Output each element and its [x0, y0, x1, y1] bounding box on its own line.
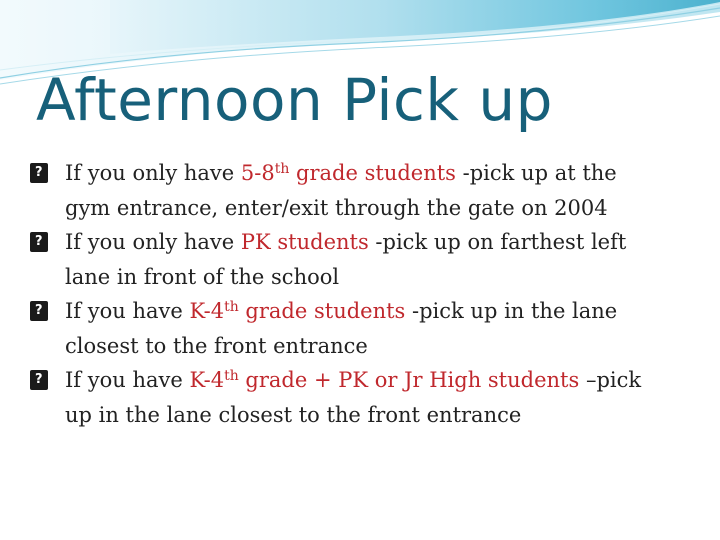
bullet-rest-text: -pick up at the — [455, 161, 617, 185]
highlight-text: K-4th grade students — [189, 299, 406, 323]
bullet-list — [30, 156, 690, 432]
bullet-item — [30, 156, 690, 225]
slide-title: Afternoon Pick up — [36, 66, 553, 134]
unknown-glyph-icon: ? — [30, 370, 48, 390]
bullet-continuation-text: up in the lane closest to the front entrance — [65, 402, 522, 427]
unknown-glyph-icon: ? — [30, 301, 48, 321]
bullet-lead-text: If you only have — [65, 230, 241, 254]
bullet-rest-text: -pick up in the lane — [405, 299, 618, 323]
bullet-rest-text: –pick — [579, 368, 642, 392]
bullet-lead-text: If you have — [65, 368, 190, 392]
bullet-item — [30, 225, 690, 294]
bullet-lead-text: If you only have — [65, 161, 241, 185]
bullet-lead-text: If you have — [65, 299, 190, 323]
unknown-glyph-icon: ? — [30, 163, 48, 183]
highlight-text: K-4th grade + PK or Jr High students — [189, 368, 580, 392]
bullet-rest-text: -pick up on farthest left — [368, 230, 627, 254]
bullet-continuation-text: lane in front of the school — [65, 264, 340, 289]
bullet-continuation-text: gym entrance, enter/exit through the gate on 2004 — [65, 195, 608, 220]
bullet-continuation-text: closest to the front entrance — [65, 333, 368, 358]
highlight-text: 5-8th grade students — [240, 161, 456, 185]
unknown-glyph-icon: ? — [30, 232, 48, 252]
highlight-text: PK students — [240, 230, 369, 254]
bullet-item — [30, 363, 690, 432]
bullet-item — [30, 294, 690, 363]
